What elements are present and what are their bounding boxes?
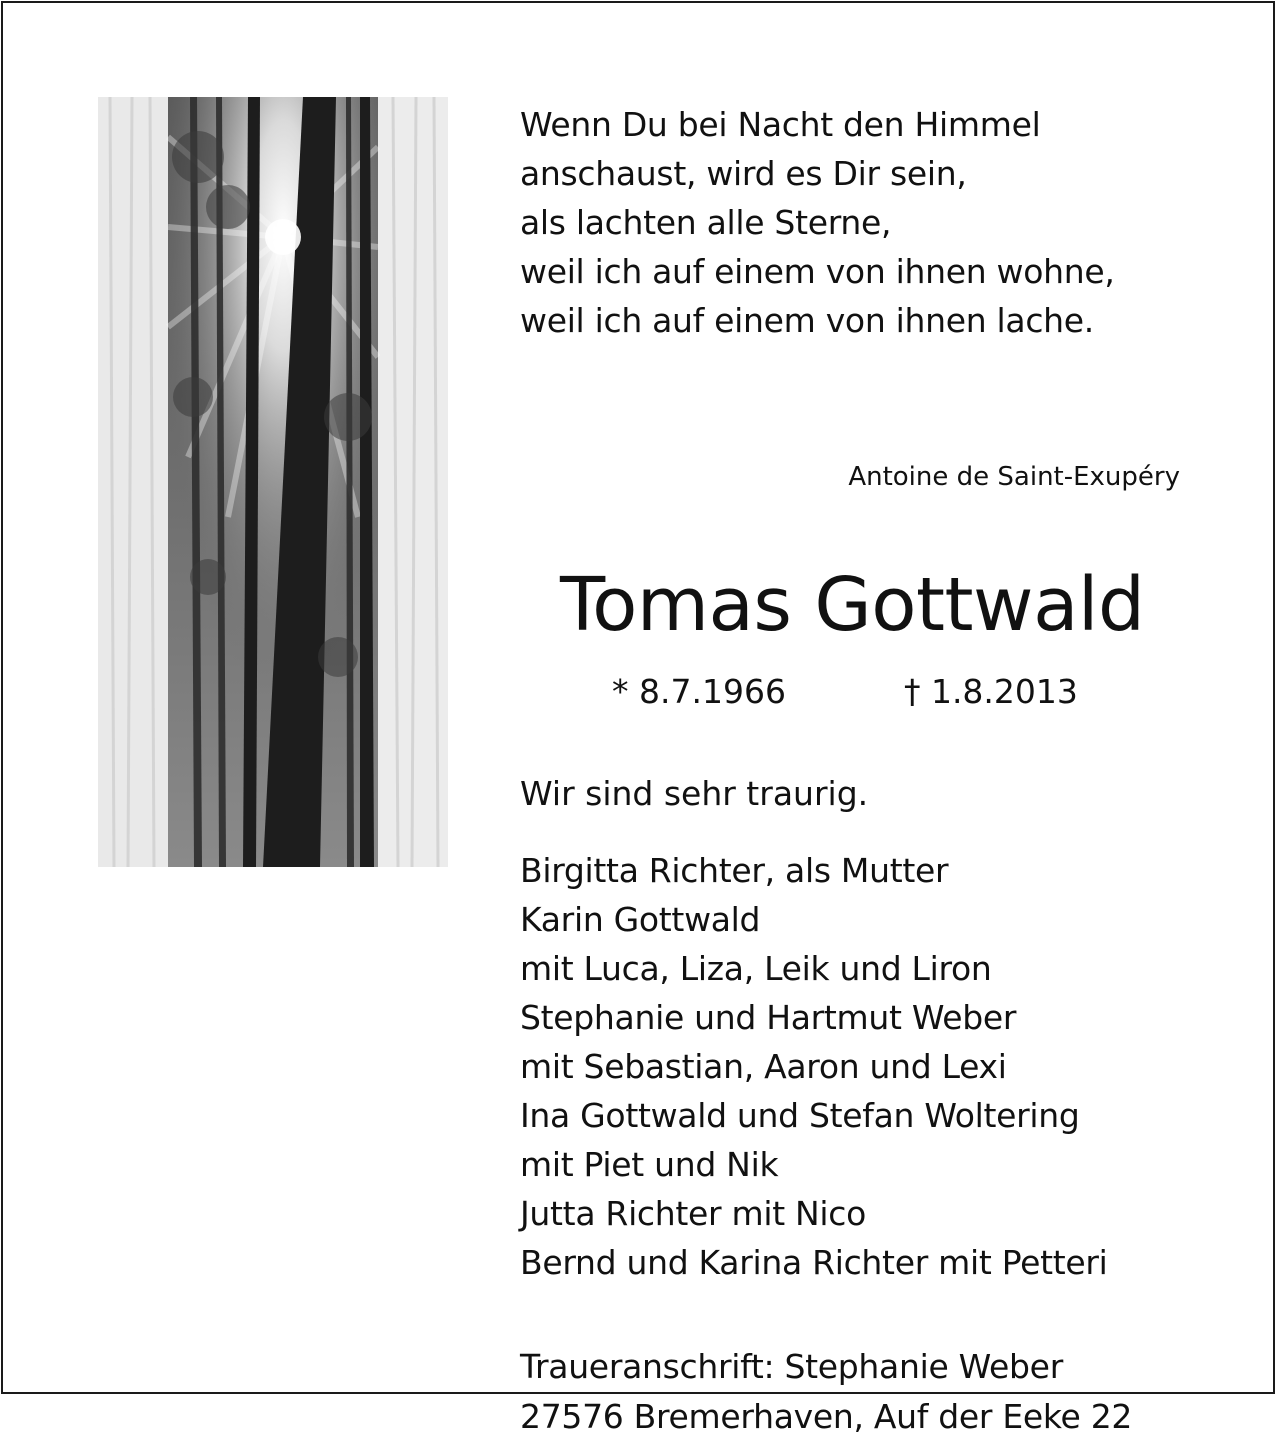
forest-photo: [98, 97, 448, 867]
birth-date: * 8.7.1966: [612, 672, 786, 711]
mourning-message: Wir sind sehr traurig.: [520, 774, 869, 813]
poem-author: Antoine de Saint-Exupéry: [848, 462, 1180, 492]
forest-illustration: [98, 97, 448, 867]
mourner-line: mit Sebastian, Aaron und Lexi: [520, 1047, 1007, 1086]
poem-line: als lachten alle Sterne,: [520, 203, 892, 242]
mourner-line: Birgitta Richter, als Mutter: [520, 851, 949, 890]
poem-line: Wenn Du bei Nacht den Himmel: [520, 105, 1041, 144]
poem: [520, 100, 1220, 345]
mourner-line: Bernd und Karina Richter mit Petteri: [520, 1243, 1108, 1282]
poem-line: weil ich auf einem von ihnen lache.: [520, 301, 1094, 340]
deceased-name: Tomas Gottwald: [560, 562, 1145, 648]
mourners-list: [520, 846, 1108, 1287]
mourner-line: Jutta Richter mit Nico: [520, 1194, 867, 1233]
text-column: [520, 100, 1220, 1436]
poem-line: weil ich auf einem von ihnen wohne,: [520, 252, 1115, 291]
poem-line: anschaust, wird es Dir sein,: [520, 154, 967, 193]
address-line: Traueranschrift: Stephanie Weber: [520, 1347, 1063, 1386]
mourner-line: Ina Gottwald und Stefan Woltering: [520, 1096, 1080, 1135]
address-line: 27576 Bremerhaven, Auf der Eeke 22: [520, 1397, 1133, 1436]
mourning-address: [520, 1342, 1132, 1442]
mourner-line: mit Piet und Nik: [520, 1145, 779, 1184]
death-date: † 1.8.2013: [903, 672, 1078, 711]
mourner-line: Stephanie und Hartmut Weber: [520, 998, 1017, 1037]
mourner-line: Karin Gottwald: [520, 900, 761, 939]
mourner-line: mit Luca, Liza, Leik und Liron: [520, 949, 992, 988]
life-dates: [612, 672, 1078, 711]
